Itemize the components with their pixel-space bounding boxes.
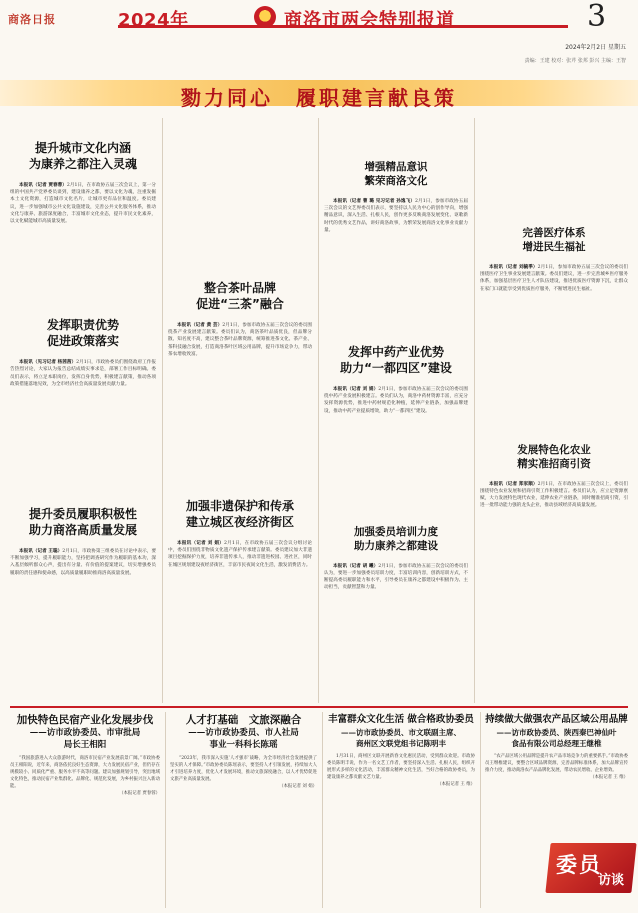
stamp-sub-text: 访谈 — [598, 873, 625, 888]
article-body — [324, 198, 468, 234]
article-body — [480, 264, 628, 293]
newspaper-logo: 商洛日报 — [8, 13, 56, 26]
section-band — [118, 6, 568, 31]
article-title: 完善医疗体系 增进民生福祉 — [522, 227, 586, 253]
interview-text: “农产品区域公用品牌是提升农产品市场竞争力的重要抓手。”市政协委员王继椎建议，要整合区域品牌资源，完善品牌标准体系，加大品牌宣传推介力度，推动商洛农产品品牌化发展，带动农民增收、企业增效。 — [485, 754, 628, 773]
article-text: 2月1日，在市政协五届三次会议上，第一分组的中国共产党界委员谈到，建设康养之都，要以文化为魂，注重发掘本土文化资源，打造城市文化名片，让城市更有品位和温度。委员建议，进一步加强城市公共文化设施建设，完善公共文化服务体系，推动文化与康养、旅游深度融合，丰富城市文化业态，提升市民文化素养，以文化赋能城市高质量发展。 — [10, 183, 156, 225]
column-3 — [324, 124, 468, 704]
article-byline: 本报讯（见习记者 杨茜茜） — [19, 360, 77, 366]
article-text: 2月1日，参加市政协五届三次会议的委员围绕中药产业发展积极建言。委员们认为，商洛中药材资源丰富，应充分发挥资源优势，推进中药材规范化种植，延伸产业链条，加强品牌建设，推动中药产业提质增效，助力“一都四区”建设。 — [324, 387, 468, 414]
interview-subtitle: ——访市政协委员、市人社局 事业一科科长陈瑶 — [188, 728, 299, 750]
article-title: 加强委员培训力度 助力康养之都建设 — [354, 525, 438, 552]
article-title: 提升城市文化内涵 为康养之都注入灵魂 — [28, 141, 137, 171]
article-byline: 本报讯（记者 胡 曦） — [333, 563, 379, 569]
article-body — [324, 563, 468, 592]
interview-text: “2023年，我市深入实施‘人才强市’战略，为全市经济社会发展提供了坚实的人才保障。”市政协委员陈瑶表示，要坚持人才引领发展，持续加大人才引进培养力度，优化人才发展环境，推动文旅深度融合，以人才优势促进文旅产业高质量发展。 — [170, 756, 317, 782]
page-number: 3 — [587, 0, 607, 34]
article-byline: 本报讯（记者 刘毓季） — [489, 265, 538, 270]
section-title: 商洛市两会特别报道 — [284, 10, 455, 31]
interview-text: “我国旅游进入大众旅游时代，商洛市民宿产业发展前景广阔。”市政协委员王相阳说，近年来，商洛依托良好生态资源，大力发展民宿产业，但仍存在规模较小、同质化严重、服务水平不高等问题。建议加强规划引导，突出地域文化特色，推动民宿产业集群化、品牌化、规范化发展，为乡村振兴注入新动能。 — [10, 756, 160, 789]
article-body — [480, 481, 628, 510]
interview-4 — [485, 713, 628, 841]
article-text: 2月1日，参加市政协五届三次会议的委员们围绕医疗卫生事业发展建言献策。委员们建议，进一步完善城乡医疗服务体系，加强基层医疗卫生人才队伍建设，推进优质医疗资源下沉，让群众在家门口就能享受到优质医疗服务，不断增进民生福祉。 — [480, 265, 628, 292]
interview-subtitle: ——访市政协委员、陕西秦巴神仙叶 食品有限公司总经理王继椎 — [496, 728, 617, 748]
interview-title: 丰富群众文化生活 做合格政协委员 — [328, 714, 474, 725]
dateline: 2024年2月2日 星期五 — [565, 44, 626, 51]
article-body — [10, 548, 156, 577]
article-title: 提升委员履职积极性 助力商洛高质量发展 — [28, 507, 137, 538]
article-text: 2月1日，参加市政协五届三次会议的委员围绕茶产业发展建言献策。委员们认为，商洛茶叶品质优良，但品牌分散、知名度不高，建议整合茶叶品牌资源，统筹推进茶文化、茶产业、茶科技融合发展，打造商洛茶叶区域公用品牌，提升市场竞争力，带动茶农增收致富。 — [168, 323, 312, 357]
interview-stamp — [548, 843, 634, 911]
interview-2 — [170, 713, 317, 908]
year-label: 2024年 — [118, 10, 189, 31]
article-byline: 本报讯（记者 王聪） — [19, 549, 63, 555]
article-title: 增强精品意识 繁荣商洛文化 — [364, 161, 428, 187]
column-1 — [10, 124, 156, 704]
column-divider — [474, 118, 475, 703]
article-text: 2月1日，市政协委员们围绕政府工作报告热烈讨论，大家认为报告总结成绩实事求是，部署工作目标明确。委员们表示，将立足本职岗位，发挥自身优势，积极建言献策，推动各项政策措施落地见效，为全市经济社会高质量发展贡献力量。 — [10, 360, 156, 387]
article-title: 发挥职责优势 促进政策落实 — [46, 318, 119, 349]
article-text: 2月1日，参加市政协五届三次会议的文艺界委员们表示，要坚持以人民为中心的创作导向，增强精品意识，深入生活、扎根人民，创作更多反映商洛发展变化、讴歌新时代的优秀文艺作品，讲好商洛故事，为繁荣发展商洛文化事业贡献力量。 — [324, 199, 468, 233]
interview-byline: （本报记者 王 维） — [437, 782, 475, 787]
article-byline: 本报讯（记者 贾春蓉） — [19, 183, 67, 188]
interview-byline: （本报记者 贾春蓉） — [119, 791, 160, 796]
article-byline: 本报讯（记者 郑家顺） — [489, 481, 538, 487]
interview-byline: （本报记者 王 维） — [590, 775, 628, 780]
column-divider — [322, 712, 323, 908]
article-text: 2月1日，在市政协五届三次会议上，委员们围绕特色农业发展和招商引资工作积极建言。委员们认为，应立足资源禀赋，大力发展特色现代农业，延伸农业产业链条，同时精准招商引资，引进一批带动能力强的龙头企业，推动县域经济高质量发展。 — [480, 481, 628, 509]
interview-title: 持续做大做强农产品区域公用品牌 — [485, 714, 628, 725]
article-title: 整合茶叶品牌 促进“三茶”融合 — [196, 281, 284, 311]
interview-title: 人才打基础 文旅深融合 — [185, 714, 302, 726]
interview-1 — [10, 713, 160, 908]
article-title: 发展特色化农业 精实准招商引资 — [517, 443, 591, 470]
masthead — [0, 0, 638, 40]
column-2 — [168, 124, 312, 704]
interview-3 — [327, 713, 475, 908]
article-byline: 本报讯（记者 刘 娟） — [177, 541, 225, 547]
column-divider — [318, 118, 319, 703]
editor-credits: 责编：王建 校对：张芹 张邦 彭兴 主编：王智 — [524, 58, 626, 64]
article-body — [10, 182, 156, 225]
interview-title: 加快特色民宿产业化发展步伐 — [16, 714, 154, 726]
emblem-icon — [254, 6, 276, 28]
banner-slogan: 勠力同心 履职建言献良策 — [181, 86, 457, 110]
article-body — [324, 386, 468, 415]
article-text: 2月1日，在市政协五届三次会议分组讨论中，委员们围绕非物质文化遗产保护传承建言献策。委员建议加大非遗项目挖掘保护力度，培养非遗传承人，推动非遗进校园、进社区，同时在城区规划建设夜经济街区，丰富市民夜间文化生活，激发消费活力。 — [168, 541, 312, 568]
column-divider — [480, 712, 481, 908]
column-divider — [165, 712, 166, 908]
article-byline: 本报讯（记者 黄 芸） — [177, 323, 223, 328]
slogan-banner — [0, 80, 638, 110]
article-title: 发挥中药产业优势 助力“一都四区”建设 — [340, 345, 452, 376]
article-text: 2月1日，市政协第三组委员在讨论中表示，要不断加强学习，提升履职能力，坚持把调查研究作为履职的基本功，深入基层倾听群众心声，提出有分量、有价值的提案建议，切实增强委员履职的责任感和使命感，以高质量履职助推商洛高质量发展。 — [10, 549, 156, 576]
article-text: 2月1日，参加市政协五届三次会议的委员们认为，要进一步加强委员培训力度，丰富培训内容，创新培训方式，不断提高委员履职能力和水平，引导委员在康养之都建设中积极作为、主动担当，贡献智慧和力量。 — [324, 563, 468, 591]
article-byline: 本报讯（记者 曹 璐 见习记者 孙逸飞） — [333, 199, 416, 204]
column-4 — [480, 124, 628, 704]
stamp-main-text: 委员 — [556, 853, 602, 877]
column-divider — [162, 118, 163, 703]
article-title: 加强非遗保护和传承 建立城区夜经济街区 — [185, 499, 294, 530]
interview-subtitle: ——访市政协委员、市文联副主席、 商州区文联党组书记陈明丰 — [341, 728, 461, 748]
article-byline: 本报讯（记者 刘 娟） — [333, 387, 379, 393]
article-body — [168, 540, 312, 569]
section-rule — [10, 706, 628, 708]
article-body — [10, 359, 156, 388]
interview-text: 1月31日，商州区文联开展新春文化惠民活动，受到群众欢迎。市政协委员陈明丰说，作为一名文艺工作者，要坚持深入生活、扎根人民，组织开展形式多样的文化活动，丰富群众精神文化生活，当好合格的政协委员，为建设康养之都贡献文艺力量。 — [327, 754, 475, 780]
article-body — [168, 322, 312, 358]
interview-byline: （本报记者 刘 娟） — [279, 784, 317, 789]
interview-subtitle: ——访市政协委员、市审批局 局长王相阳 — [29, 728, 141, 750]
